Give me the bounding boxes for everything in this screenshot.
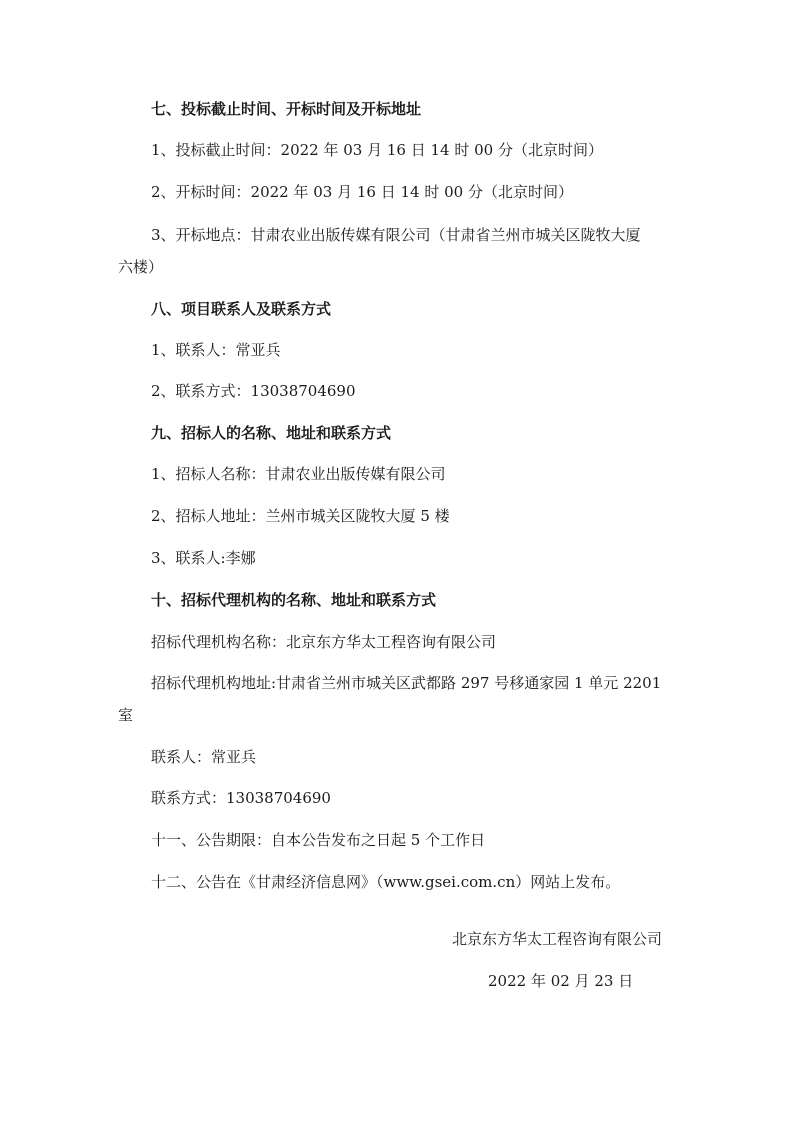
agency-address-cont: 室 (118, 706, 134, 724)
agency-phone: 联系方式：13038704690 (151, 789, 331, 807)
tenderer-name: 1、招标人名称：甘肃农业出版传媒有限公司 (151, 465, 446, 483)
bid-deadline: 1、投标截止时间：2022 年 03 月 16 日 14 时 00 分（北京时间） (151, 141, 603, 159)
bid-opening-place: 3、开标地点：甘肃农业出版传媒有限公司（甘肃省兰州市城关区陇牧大厦 (151, 226, 641, 244)
section-9-heading: 九、招标人的名称、地址和联系方式 (151, 424, 392, 442)
section-8-heading: 八、项目联系人及联系方式 (151, 300, 332, 318)
signature-date: 2022 年 02 月 23 日 (488, 972, 634, 990)
bid-opening-time: 2、开标时间：2022 年 03 月 16 日 14 时 00 分（北京时间） (151, 183, 573, 201)
tenderer-address: 2、招标人地址：兰州市城关区陇牧大厦 5 楼 (151, 507, 450, 525)
bid-opening-place-cont: 六楼） (118, 258, 164, 276)
signature-company: 北京东方华太工程咨询有限公司 (452, 930, 663, 948)
agency-address: 招标代理机构地址:甘肃省兰州市城关区武都路 297 号移通家园 1 单元 2201 (151, 674, 662, 692)
tenderer-contact: 3、联系人:李娜 (151, 549, 256, 567)
project-phone: 2、联系方式：13038704690 (151, 382, 356, 400)
agency-name: 招标代理机构名称：北京东方华太工程咨询有限公司 (151, 633, 497, 651)
section-10-heading: 十、招标代理机构的名称、地址和联系方式 (151, 591, 437, 609)
agency-contact: 联系人：常亚兵 (151, 748, 257, 766)
section-12-publication: 十二、公告在《甘肃经济信息网》（www.gsei.com.cn）网站上发布。 (151, 873, 621, 891)
project-contact: 1、联系人：常亚兵 (151, 341, 281, 359)
section-7-heading: 七、投标截止时间、开标时间及开标地址 (151, 100, 422, 118)
section-11-notice-period: 十一、公告期限：自本公告发布之日起 5 个工作日 (151, 831, 486, 849)
